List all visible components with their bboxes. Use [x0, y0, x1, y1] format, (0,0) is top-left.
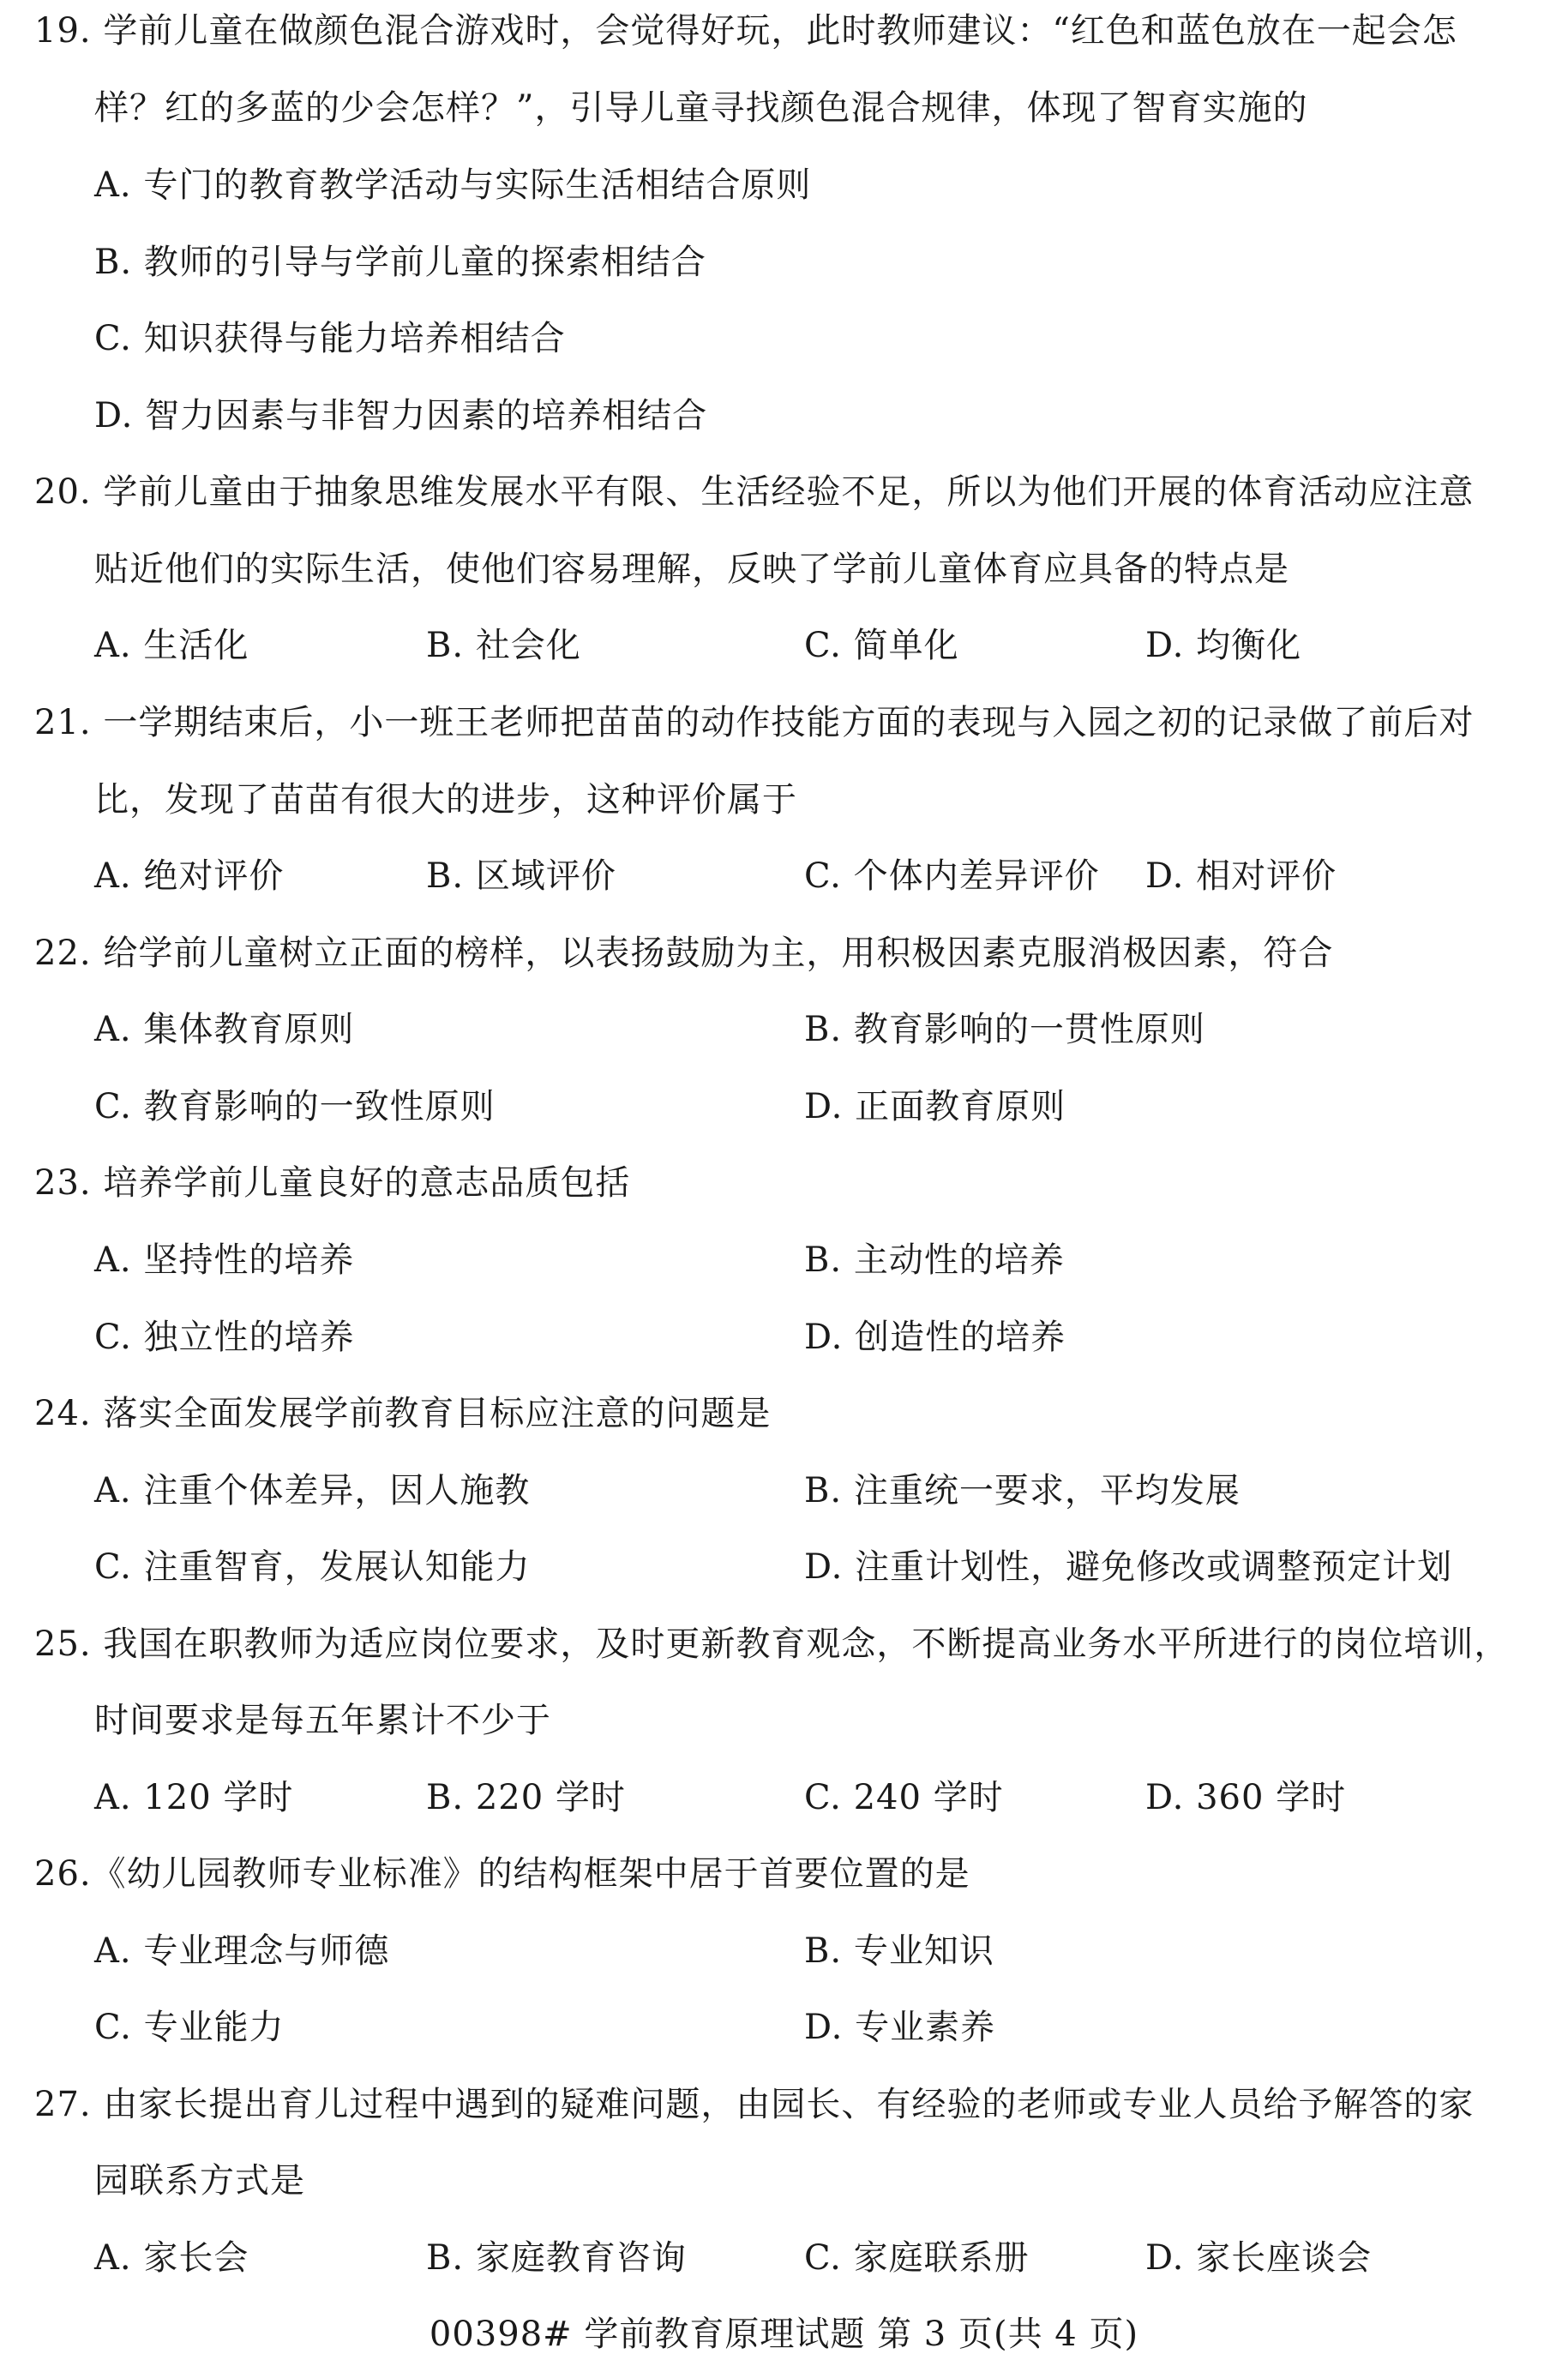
q26-stem-line-1: 26.《幼儿园教师专业标准》的结构框架中居于首要位置的是: [34, 1854, 970, 1894]
q25-stem-line-2: 时间要求是每五年累计不少于: [94, 1701, 551, 1740]
q27-option-a: A. 家长会: [94, 2238, 249, 2278]
q20-option-d: D. 均衡化: [1145, 626, 1302, 665]
q26-option-c: C. 专业能力: [94, 2008, 285, 2047]
q24-option-b: B. 注重统一要求，平均发展: [804, 1471, 1241, 1510]
q24-option-d: D. 注重计划性，避免修改或调整预定计划: [804, 1547, 1453, 1587]
q24-stem-line-1: 24. 落实全面发展学前教育目标应注意的问题是: [34, 1394, 772, 1433]
q19-option-d: D. 智力因素与非智力因素的培养相结合: [94, 396, 708, 435]
q23-option-a: A. 坚持性的培养: [94, 1240, 355, 1280]
q27-option-d: D. 家长座谈会: [1145, 2238, 1373, 2278]
q24-option-a: A. 注重个体差异，因人施教: [94, 1471, 531, 1510]
q20-stem-line-1: 20. 学前儿童由于抽象思维发展水平有限、生活经验不足，所以为他们开展的体育活动应注意: [34, 472, 1475, 512]
q25-option-c: C. 240 学时: [804, 1778, 1004, 1817]
q19-stem-line-1: 19. 学前儿童在做颜色混合游戏时，会觉得好玩，此时教师建议：“红色和蓝色放在一起会怎: [34, 11, 1457, 51]
q25-option-a: A. 120 学时: [94, 1778, 294, 1817]
q19-stem-line-2: 样？红的多蓝的少会怎样？”，引导儿童寻找颜色混合规律，体现了智育实施的: [94, 88, 1308, 128]
q19-option-c: C. 知识获得与能力培养相结合: [94, 319, 566, 358]
q19-option-a: A. 专门的教育教学活动与实际生活相结合原则: [94, 165, 812, 205]
q19-option-b: B. 教师的引导与学前儿童的探索相结合: [94, 243, 706, 282]
q21-stem-line-1: 21. 一学期结束后，小一班王老师把苗苗的动作技能方面的表现与入园之初的记录做了前后对: [34, 703, 1475, 742]
q26-option-a: A. 专业理念与师德: [94, 1931, 390, 1971]
q25-stem-line-1: 25. 我国在职教师为适应岗位要求，及时更新教育观念，不断提高业务水平所进行的岗位培训，: [34, 1624, 1510, 1664]
q21-option-b: B. 区域评价: [426, 856, 616, 896]
q22-option-a: A. 集体教育原则: [94, 1010, 355, 1049]
page-footer: 00398# 学前教育原理试题 第 3 页(共 4 页): [429, 2315, 1139, 2354]
q20-stem-line-2: 贴近他们的实际生活，使他们容易理解，反映了学前儿童体育应具备的特点是: [94, 549, 1289, 589]
q23-option-d: D. 创造性的培养: [804, 1318, 1066, 1357]
q22-stem-line-1: 22. 给学前儿童树立正面的榜样，以表扬鼓励为主，用积极因素克服消极因素，符合: [34, 934, 1334, 973]
q22-option-d: D. 正面教育原则: [804, 1087, 1066, 1126]
q21-option-c: C. 个体内差异评价: [804, 856, 1100, 896]
q27-stem-line-1: 27. 由家长提出育儿过程中遇到的疑难问题，由园长、有经验的老师或专业人员给予解答的家: [34, 2085, 1475, 2124]
q25-option-b: B. 220 学时: [426, 1778, 626, 1817]
q27-option-c: C. 家庭联系册: [804, 2238, 1030, 2278]
q26-option-d: D. 专业素养: [804, 2008, 996, 2047]
q24-option-c: C. 注重智育，发展认知能力: [94, 1547, 531, 1587]
q26-option-b: B. 专业知识: [804, 1931, 994, 1971]
q22-option-b: B. 教育影响的一贯性原则: [804, 1010, 1205, 1049]
q21-option-d: D. 相对评价: [1145, 856, 1337, 896]
q20-option-c: C. 简单化: [804, 626, 959, 665]
q21-option-a: A. 绝对评价: [94, 856, 285, 896]
q23-option-b: B. 主动性的培养: [804, 1240, 1065, 1280]
q27-stem-line-2: 园联系方式是: [94, 2161, 305, 2201]
q23-stem-line-1: 23. 培养学前儿童良好的意志品质包括: [34, 1163, 631, 1203]
q27-option-b: B. 家庭教育咨询: [426, 2238, 687, 2278]
q20-option-b: B. 社会化: [426, 626, 581, 665]
q25-option-d: D. 360 学时: [1145, 1778, 1347, 1817]
q21-stem-line-2: 比，发现了苗苗有很大的进步，这种评价属于: [94, 780, 797, 820]
q23-option-c: C. 独立性的培养: [94, 1318, 355, 1357]
q20-option-a: A. 生活化: [94, 626, 249, 665]
q22-option-c: C. 教育影响的一致性原则: [94, 1087, 496, 1126]
